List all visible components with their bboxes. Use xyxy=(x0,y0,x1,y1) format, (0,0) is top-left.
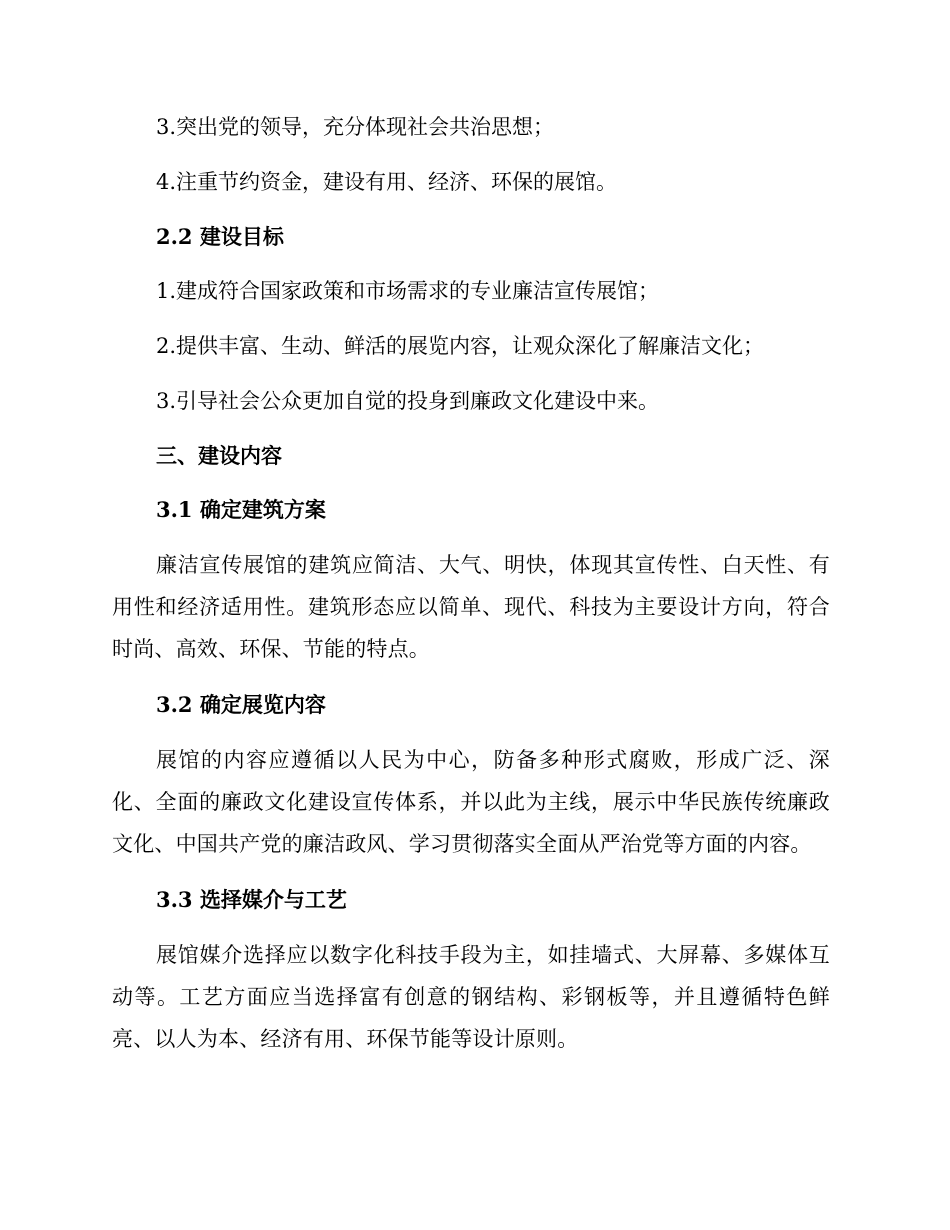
paragraph-3-3: 展馆媒介选择应以数字化科技手段为主，如挂墙式、大屏幕、多媒体互动等。工艺方面应当选择富有创意的钢结构、彩钢板等，并且遵循特色鲜亮、以人为本、经济有用、环保节能等设计原则。 xyxy=(112,943,830,1051)
section-heading-3: 三、建设内容 xyxy=(156,443,282,468)
subsection-heading-3-2: 3.2 确定展览内容 xyxy=(156,692,326,717)
list-item-3: 3.突出党的领导，充分体现社会共治思想； xyxy=(156,115,555,139)
section-heading-2-2: 2.2 建设目标 xyxy=(156,224,284,249)
subsection-heading-3-3: 3.3 选择媒介与工艺 xyxy=(156,887,347,912)
paragraph-3-2: 展馆的内容应遵循以人民为中心，防备多种形式腐败，形成广泛、深化、全面的廉政文化建设宣传体系，并以此为主线，展示中华民族传统廉政文化、中国共产党的廉洁政风、学习贯彻落实全面从严治党等方面的内容。 xyxy=(112,748,830,856)
goal-item-3: 3.引导社会公众更加自觉的投身到廉政文化建设中来。 xyxy=(156,389,660,413)
subsection-heading-3-1: 3.1 确定建筑方案 xyxy=(156,497,326,522)
goal-item-2: 2.提供丰富、生动、鲜活的展览内容，让观众深化了解廉洁文化； xyxy=(156,334,765,358)
goal-item-1: 1.建成符合国家政策和市场需求的专业廉洁宣传展馆； xyxy=(156,279,660,303)
paragraph-3-1: 廉洁宣传展馆的建筑应简洁、大气、明快，体现其宣传性、白天性、有用性和经济适用性。建筑形态应以简单、现代、科技为主要设计方向，符合时尚、高效、环保、节能的特点。 xyxy=(112,553,830,661)
list-item-4: 4.注重节约资金，建设有用、经济、环保的展馆。 xyxy=(156,170,618,194)
